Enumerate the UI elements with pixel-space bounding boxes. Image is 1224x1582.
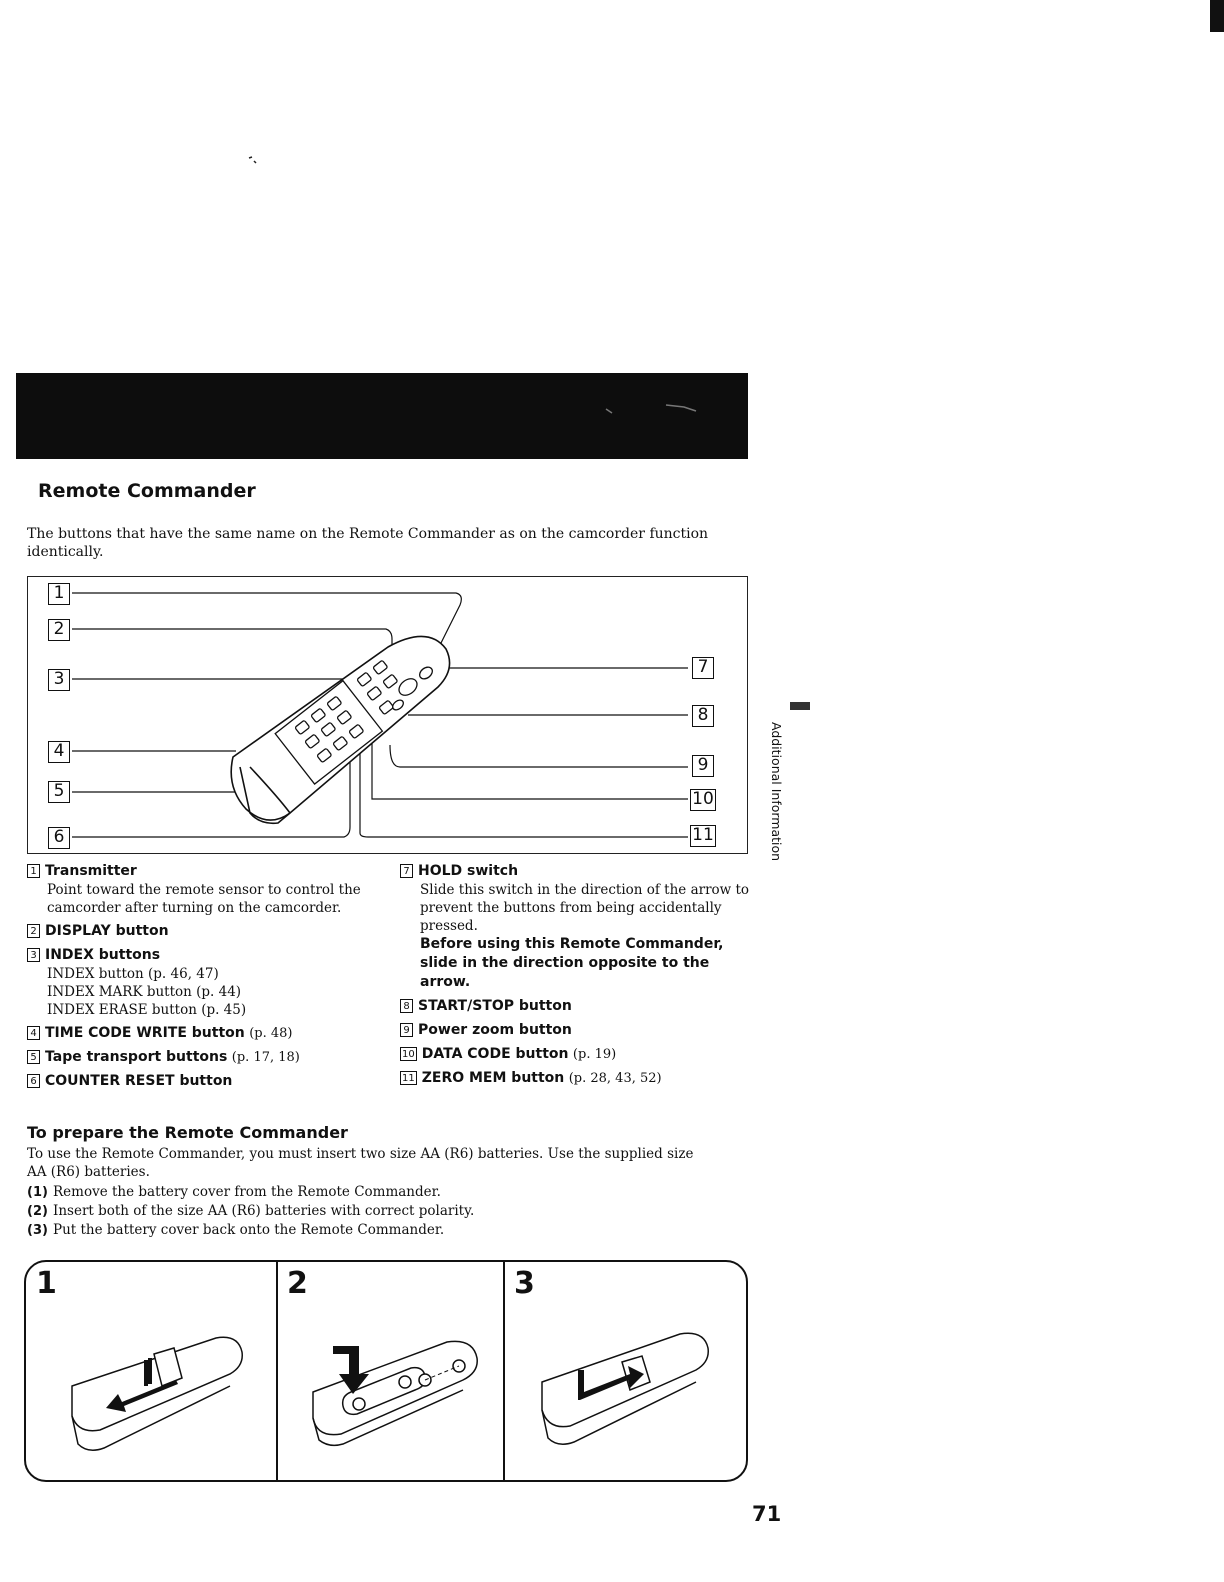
part-entry-1 <box>27 862 387 917</box>
section-banner <box>16 373 748 459</box>
part-entry-3 <box>27 946 387 1019</box>
step-text: Put the battery cover back onto the Remote Commander. <box>53 1222 445 1238</box>
part-entry-2 <box>27 922 387 941</box>
prepare-heading: To prepare the Remote Commander <box>27 1123 348 1142</box>
part-label: Tape transport buttons <box>45 1049 228 1065</box>
callout-3: 3 <box>48 669 70 691</box>
parts-list-right <box>400 862 750 1093</box>
panel-number: 3 <box>514 1266 535 1301</box>
part-label: START/STOP button <box>418 998 572 1014</box>
part-label: TIME CODE WRITE button <box>45 1025 245 1041</box>
part-label: Transmitter <box>45 863 137 879</box>
page-number: 71 <box>752 1502 782 1526</box>
callout-10: 10 <box>690 789 716 811</box>
callout-5: 5 <box>48 781 70 803</box>
part-number: 10 <box>402 1049 415 1060</box>
part-desc: Point toward the remote sensor to control the camcorder after turning on the camcorder. <box>47 882 361 916</box>
panel-number: 2 <box>287 1266 308 1301</box>
part-label: COUNTER RESET button <box>45 1073 233 1089</box>
part-entry-5 <box>27 1048 387 1067</box>
part-desc: INDEX button (p. 46, 47) <box>47 966 219 982</box>
page-ref: (p. 48) <box>249 1026 293 1041</box>
page-title: Remote Commander <box>38 480 256 502</box>
section-side-tab <box>758 720 794 870</box>
part-entry-8 <box>400 997 750 1016</box>
panel-step-1 <box>26 1262 276 1480</box>
side-tab-label: Additional Information <box>769 722 784 862</box>
part-entry-10 <box>400 1045 750 1064</box>
part-label: DATA CODE button <box>421 1046 569 1062</box>
step-text: Insert both of the size AA (R6) batteries with correct polarity. <box>53 1203 475 1219</box>
insert-batteries-illustration <box>277 1262 503 1480</box>
part-desc: INDEX ERASE button (p. 45) <box>47 1002 247 1018</box>
remote-diagram <box>27 576 748 854</box>
part-number: 4 <box>27 1026 40 1040</box>
callout-6: 6 <box>48 827 70 849</box>
part-number: 5 <box>27 1050 40 1064</box>
part-entry-11 <box>400 1069 750 1088</box>
battery-steps-figure <box>24 1260 748 1482</box>
part-number: 8 <box>400 999 413 1013</box>
part-label: ZERO MEM button <box>421 1070 565 1086</box>
part-number: 7 <box>400 864 413 878</box>
part-entry-9 <box>400 1021 750 1040</box>
prepare-text: To use the Remote Commander, you must insert two size AA (R6) batteries. Use the supplied size AA (R6) batteries. <box>27 1146 694 1180</box>
callout-7: 7 <box>692 657 714 679</box>
intro-text: The buttons that have the same name on the Remote Commander as on the camcorder function identically. <box>27 526 709 560</box>
part-number: 11 <box>402 1073 415 1084</box>
step-item <box>27 1202 474 1221</box>
callout-4: 4 <box>48 741 70 763</box>
part-desc: INDEX MARK button (p. 44) <box>47 984 242 1000</box>
callout-2: 2 <box>48 619 70 641</box>
prepare-steps <box>27 1183 474 1240</box>
side-tab-marker <box>790 702 810 710</box>
callout-9: 9 <box>692 755 714 777</box>
replace-cover-illustration <box>504 1262 748 1480</box>
part-number: 9 <box>400 1023 413 1037</box>
panel-step-3 <box>504 1262 748 1480</box>
step-text: Remove the battery cover from the Remote Commander. <box>53 1184 441 1200</box>
remote-body <box>231 636 449 823</box>
part-desc: Slide this switch in the direction of the arrow to prevent the buttons from being accidentally pressed. <box>420 882 750 934</box>
step-number: (3) <box>27 1223 48 1238</box>
panel-step-2 <box>277 1262 503 1480</box>
part-entry-7 <box>400 862 750 992</box>
page-ref: (p. 19) <box>572 1047 617 1062</box>
step-item <box>27 1221 474 1240</box>
stray-mark <box>248 156 258 164</box>
parts-list-left <box>27 862 387 1096</box>
callout-1: 1 <box>48 583 70 605</box>
callout-11: 11 <box>690 825 716 847</box>
step-number: (2) <box>27 1204 48 1219</box>
part-entry-6 <box>27 1072 387 1091</box>
page-ref: (p. 17, 18) <box>231 1050 300 1065</box>
part-number: 3 <box>27 948 40 962</box>
page-ref: (p. 28, 43, 52) <box>568 1071 662 1086</box>
part-number: 1 <box>27 864 40 878</box>
part-label: INDEX buttons <box>45 947 161 963</box>
corner-registration-mark <box>1210 0 1224 32</box>
part-entry-4 <box>27 1024 387 1043</box>
part-label: DISPLAY button <box>45 923 169 939</box>
part-label: Power zoom button <box>418 1022 572 1038</box>
part-label: HOLD switch <box>418 863 519 879</box>
step-item <box>27 1183 474 1202</box>
callout-8: 8 <box>692 705 714 727</box>
part-number: 6 <box>27 1074 40 1088</box>
banner-texture <box>16 373 748 459</box>
panel-number: 1 <box>36 1266 57 1301</box>
remote-illustration <box>28 577 749 855</box>
step-number: (1) <box>27 1185 48 1200</box>
remove-cover-illustration <box>26 1262 276 1480</box>
part-number: 2 <box>27 924 40 938</box>
hold-warning: Before using this Remote Commander, slide in the direction opposite to the arrow. <box>420 936 724 990</box>
